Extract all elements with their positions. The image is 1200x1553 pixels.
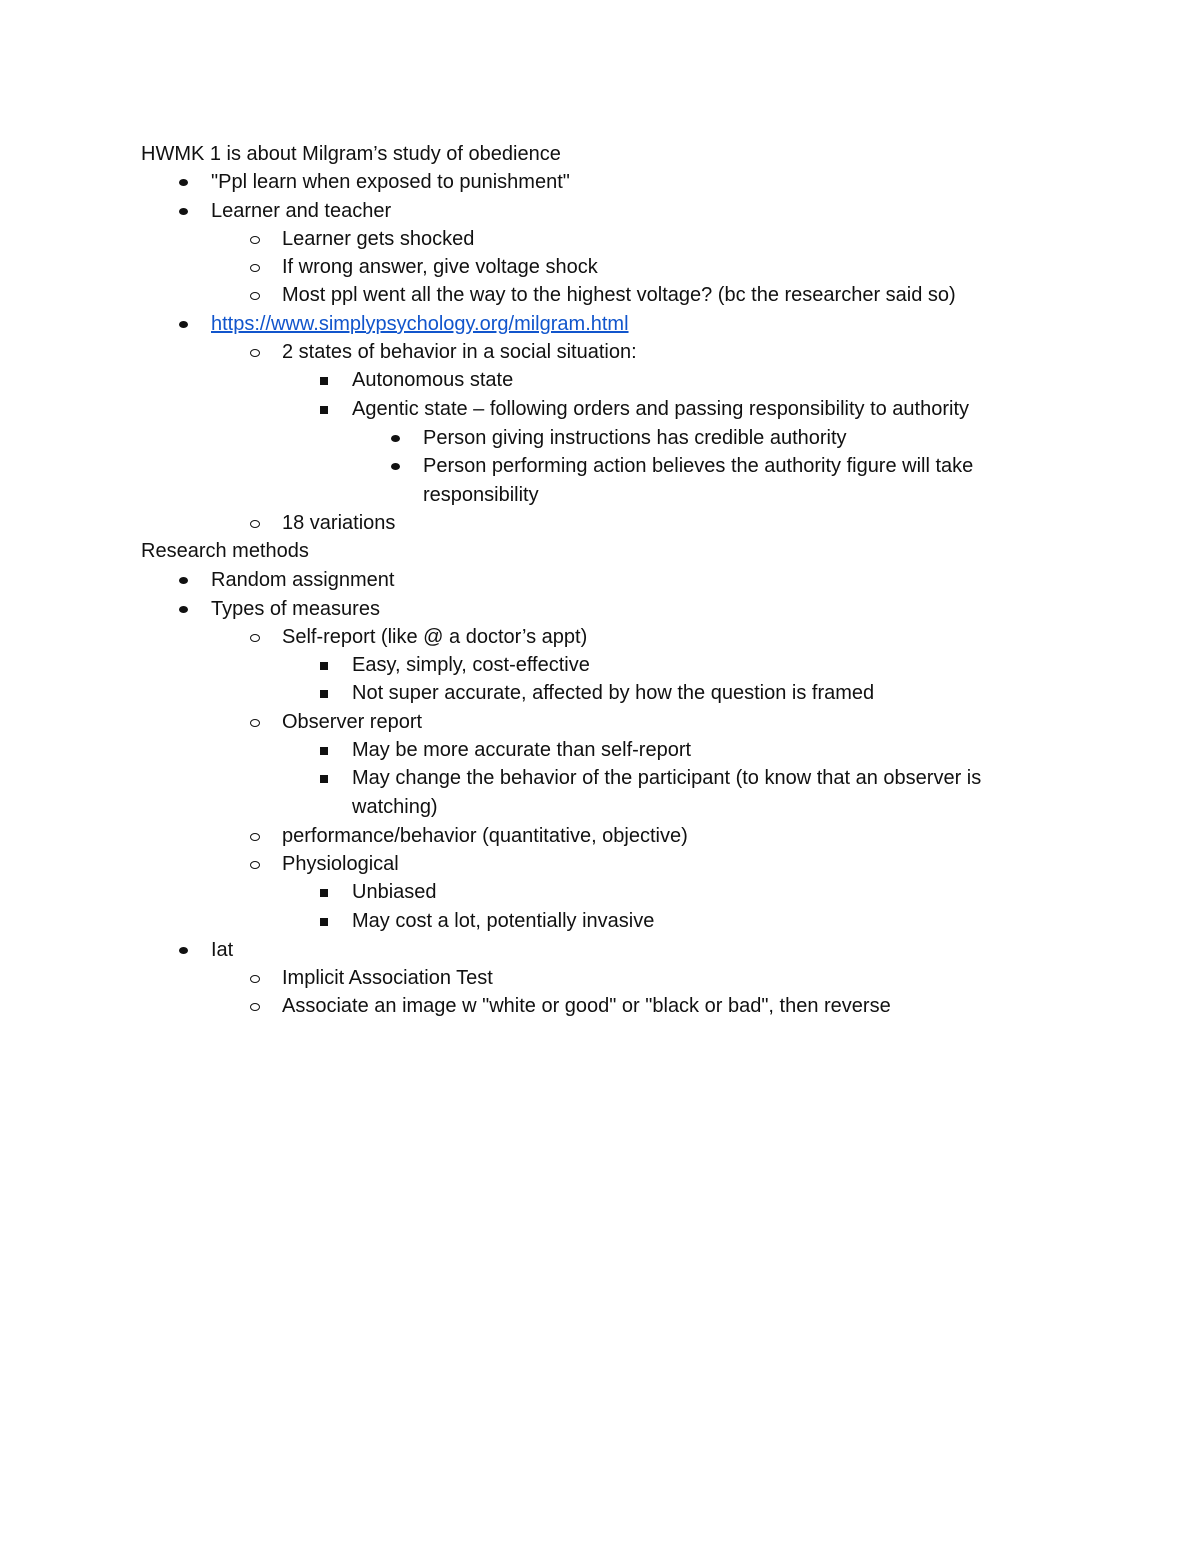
list-item: Random assignment [211,569,395,591]
list-item: 18 variations [282,512,396,534]
list-item: Person performing action believes the authority figure will take [423,455,974,477]
list-item-continuation: watching) [352,796,438,818]
list-item: If wrong answer, give voltage shock [282,256,598,278]
disc-bullet-icon [179,321,188,328]
disc-bullet-icon [179,577,188,584]
list-item: Learner gets shocked [282,228,475,250]
section-heading-research-methods: Research methods [141,540,309,562]
square-bullet-icon [320,690,328,698]
square-bullet-icon [320,747,328,755]
disc-bullet-icon [179,208,188,215]
list-item: Person giving instructions has credible authority [423,427,847,449]
list-item: 2 states of behavior in a social situation: [282,341,637,363]
list-item: May be more accurate than self-report [352,739,692,761]
list-item: Most ppl went all the way to the highest voltage? (bc the researcher said so) [282,284,956,306]
circle-bullet-icon [250,236,260,244]
list-item: Unbiased [352,881,437,903]
square-bullet-icon [320,406,328,414]
list-item: Learner and teacher [211,200,392,222]
list-item: Iat [211,939,234,961]
circle-bullet-icon [250,292,260,300]
list-item: Physiological [282,853,399,875]
disc-bullet-icon [391,463,400,470]
disc-bullet-icon [179,179,188,186]
circle-bullet-icon [250,520,260,528]
circle-bullet-icon [250,349,260,357]
list-item: Implicit Association Test [282,967,493,989]
square-bullet-icon [320,775,328,783]
list-item-continuation: responsibility [423,484,539,506]
list-item: Not super accurate, affected by how the question is framed [352,682,875,704]
circle-bullet-icon [250,833,260,841]
circle-bullet-icon [250,861,260,869]
circle-bullet-icon [250,719,260,727]
milgram-link[interactable]: https://www.simplypsychology.org/milgram.html [211,313,629,335]
circle-bullet-icon [250,634,260,642]
list-item: performance/behavior (quantitative, objective) [282,825,688,847]
disc-bullet-icon [179,606,188,613]
section-heading-hwmk: HWMK 1 is about Milgram’s study of obedience [141,143,561,165]
list-item: Observer report [282,711,423,733]
circle-bullet-icon [250,975,260,983]
list-item: "Ppl learn when exposed to punishment" [211,171,570,193]
square-bullet-icon [320,377,328,385]
square-bullet-icon [320,889,328,897]
list-item: Agentic state – following orders and passing responsibility to authority [352,398,970,420]
square-bullet-icon [320,662,328,670]
disc-bullet-icon [391,435,400,442]
list-item: Self-report (like @ a doctor’s appt) [282,626,588,648]
list-item: Autonomous state [352,369,514,391]
list-item: May change the behavior of the participant (to know that an observer is [352,767,982,789]
circle-bullet-icon [250,1003,260,1011]
square-bullet-icon [320,918,328,926]
list-item: May cost a lot, potentially invasive [352,910,655,932]
disc-bullet-icon [179,947,188,954]
list-item: Associate an image w "white or good" or "black or bad", then reverse [282,995,891,1017]
list-item: Easy, simply, cost-effective [352,654,590,676]
circle-bullet-icon [250,264,260,272]
list-item: Types of measures [211,598,380,620]
